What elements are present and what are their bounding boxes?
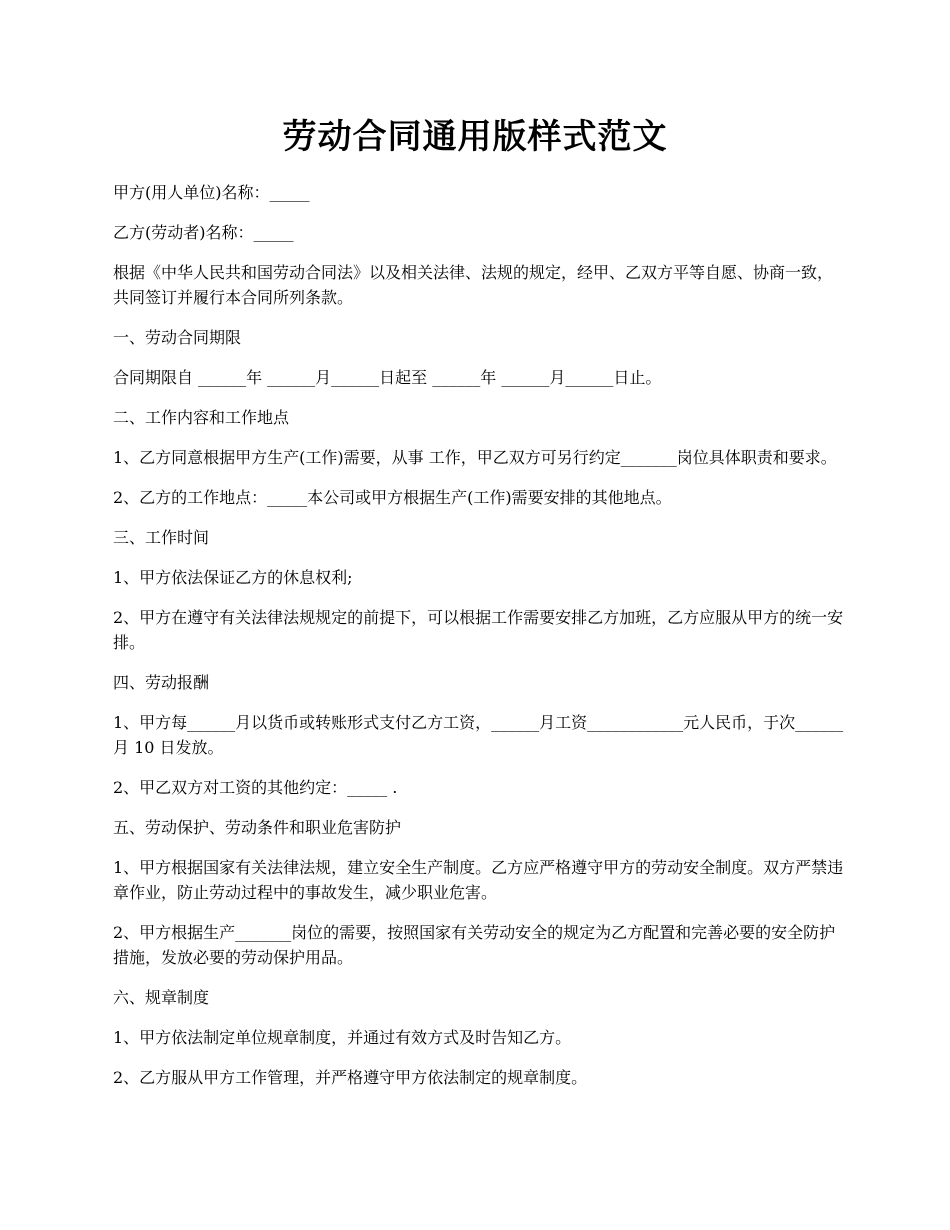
section-heading-hours: 三、工作时间 [113,528,210,547]
clause-term: 合同期限自 ______年 ______月______日起至 ______年 ______月______日止。 [113,368,662,387]
section-heading-rules: 六、规章制度 [113,988,210,1007]
clause-rest-rights: 1、甲方依法保证乙方的休息权利; [113,568,353,587]
clause-work-location: 2、乙方的工作地点：_____本公司或甲方根据生产(工作)需要安排的其他地点。 [113,488,672,507]
clause-rules-notice: 1、甲方依法制定单位规章制度，并通过有效方式及时告知乙方。 [113,1028,572,1047]
clause-wage-other: 2、甲乙双方对工资的其他约定：_____ . [113,778,398,797]
clause-wage-payment: 1、甲方每______月以货币或转账形式支付乙方工资，______月工资____________元人民币，于次______月 10 日发放。 [113,713,844,757]
clause-overtime: 2、甲方在遵守有关法律法规规定的前提下，可以根据工作需要安排乙方加班，乙方应服从甲方的统一安排。 [113,608,844,652]
section-heading-term: 一、劳动合同期限 [113,328,242,347]
party-b-name: 乙方(劳动者)名称：_____ [113,223,294,242]
clause-rules-compliance: 2、乙方服从甲方工作管理，并严格遵守甲方依法制定的规章制度。 [113,1068,588,1087]
section-heading-pay: 四、劳动报酬 [113,673,210,692]
clause-work-content: 1、乙方同意根据甲方生产(工作)需要，从事 工作，甲乙双方可另行约定_______岗位具体职责和要求。 [113,448,837,467]
section-heading-protection: 五、劳动保护、劳动条件和职业危害防护 [113,818,402,837]
document-title: 劳动合同通用版样式范文 [282,117,668,157]
clause-safety-system: 1、甲方根据国家有关法律法规，建立安全生产制度。乙方应严格遵守甲方的劳动安全制度。双方严禁违章作业，防止劳动过程中的事故发生，减少职业危害。 [113,858,844,902]
clause-safety-equipment: 2、甲方根据生产_______岗位的需要，按照国家有关劳动安全的规定为乙方配置和完善必要的安全防护措施，发放必要的劳动保护用品。 [113,923,836,967]
preamble: 根据《中华人民共和国劳动合同法》以及相关法律、法规的规定，经甲、乙双方平等自愿、协商一致，共同签订并履行本合同所列条款。 [113,263,834,307]
section-heading-work: 二、工作内容和工作地点 [113,408,290,427]
document-body [113,180,848,1105]
party-a-name: 甲方(用人单位)名称：_____ [113,183,310,202]
